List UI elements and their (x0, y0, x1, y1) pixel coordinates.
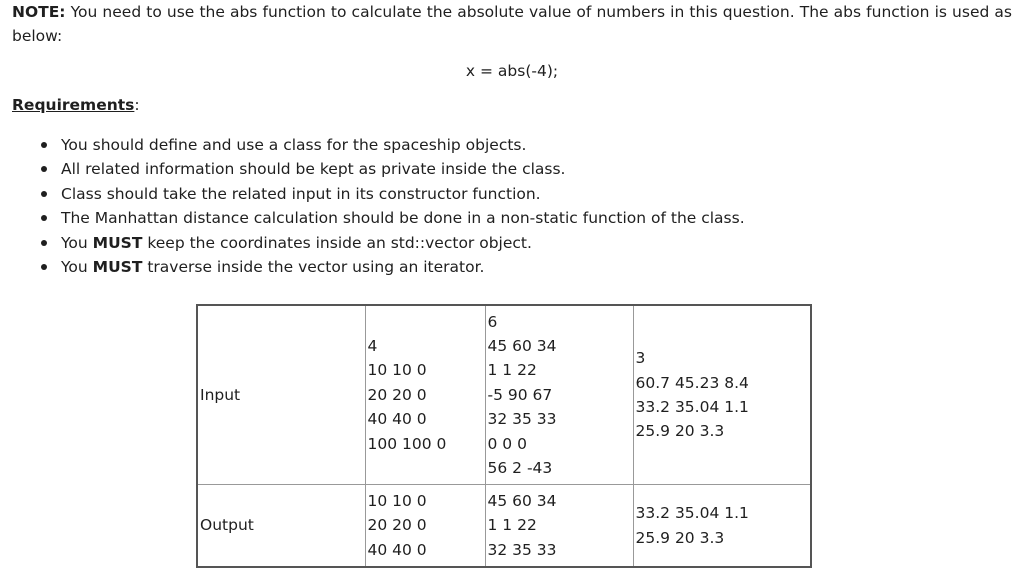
cell-line: 40 40 0 (367, 410, 427, 429)
cell-line: 40 40 0 (367, 540, 427, 559)
code-example: x = abs(-4); (465, 62, 559, 80)
cell-line: 45 60 34 (487, 491, 557, 510)
requirement-text: Class should take the related input in its constructor function. (61, 184, 541, 203)
input-cell (633, 305, 811, 485)
requirements-heading-text: Requirements (12, 96, 135, 114)
cell-line: 0 0 0 (487, 434, 527, 453)
requirement-text: You should define and use a class for the spaceship objects. (61, 136, 527, 154)
cell-line: 20 20 0 (367, 516, 427, 535)
requirement-item (61, 206, 745, 230)
requirement-text: traverse inside the vector using an iterator. (142, 258, 485, 277)
io-example-table (196, 304, 812, 568)
requirement-item (61, 157, 745, 181)
cell-line: 33.2 35.04 1.1 (635, 504, 749, 523)
cell-line: 3 (635, 349, 646, 368)
requirement-text: The Manhattan distance calculation should be done in a non-static function of the class. (61, 209, 745, 228)
requirement-text: You (61, 233, 93, 252)
requirement-item (61, 182, 745, 206)
cell-line: 33.2 35.04 1.1 (635, 398, 749, 416)
requirement-text: You (61, 258, 93, 277)
cell-line: 56 2 -43 (487, 459, 553, 478)
cell-line: 1 1 22 (487, 516, 537, 535)
requirement-emphasis: MUST (92, 233, 143, 252)
cell-line: 45 60 34 (487, 336, 557, 355)
requirement-item (61, 133, 745, 157)
cell-line: 32 35 33 (487, 540, 557, 559)
table-row-input (197, 305, 811, 485)
row-label-output: Output (197, 485, 365, 568)
requirement-text: All related information should be kept as private inside the class. (61, 160, 566, 179)
requirements-heading-colon: : (134, 96, 140, 114)
cell-line: 10 10 0 (367, 361, 427, 380)
output-cell (633, 485, 811, 568)
note-paragraph (12, 0, 1012, 48)
requirement-text: keep the coordinates inside an std::vector object. (142, 233, 532, 252)
cell-line: 6 (487, 312, 498, 331)
note-text: You need to use the abs function to calculate the absolute value of numbers in this question. The abs function is used as below: (12, 3, 1012, 45)
cell-line: -5 90 67 (487, 385, 553, 404)
requirements-heading (12, 93, 140, 117)
note-label: NOTE: (12, 3, 66, 21)
requirement-emphasis: MUST (92, 258, 143, 277)
cell-line: 100 100 0 (367, 434, 447, 453)
input-cell (365, 305, 485, 485)
cell-line: 25.9 20 3.3 (635, 528, 725, 547)
requirement-item (61, 255, 745, 279)
cell-line: 10 10 0 (367, 491, 427, 510)
requirement-item (61, 231, 745, 255)
cell-line: 4 (367, 336, 378, 355)
cell-line: 1 1 22 (487, 361, 537, 380)
cell-line: 20 20 0 (367, 385, 427, 404)
cell-line: 32 35 33 (487, 410, 557, 429)
table-row-output (197, 485, 811, 568)
input-cell (485, 305, 633, 485)
output-cell (485, 485, 633, 568)
output-cell (365, 485, 485, 568)
cell-line: 25.9 20 3.3 (635, 422, 725, 441)
requirements-list (61, 133, 745, 279)
cell-line: 60.7 45.23 8.4 (635, 373, 749, 392)
row-label-input: Input (197, 305, 365, 485)
